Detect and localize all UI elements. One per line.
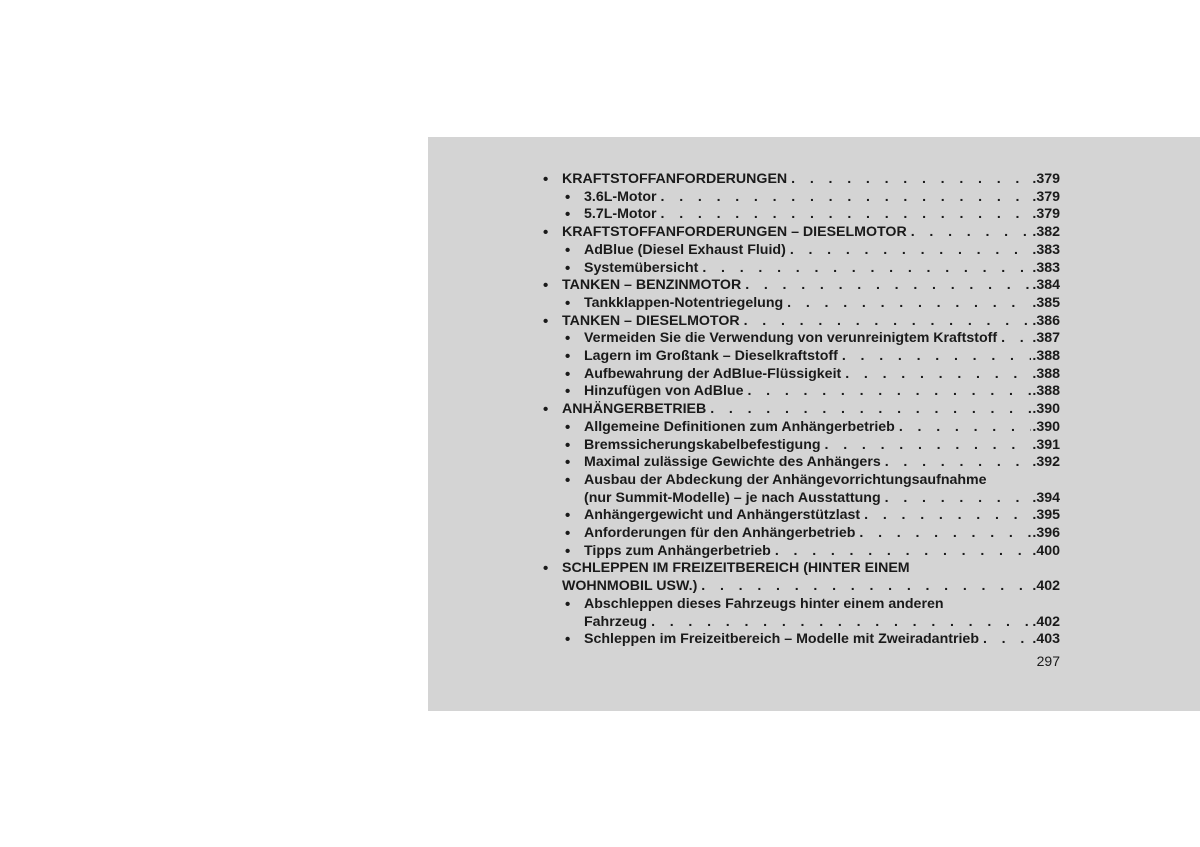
dot-leader: [864, 507, 1031, 525]
toc-entry-page: .391: [1032, 436, 1060, 453]
dot-leader: [710, 401, 1031, 419]
toc-entry-page: .386: [1032, 312, 1060, 329]
toc-entry-title: AdBlue (Diesel Exhaust Fluid): [584, 241, 786, 258]
bullet-icon: •: [565, 241, 571, 259]
bullet-icon: •: [565, 525, 571, 543]
toc-entry-title: ANHÄNGERBETRIEB: [562, 401, 707, 418]
toc-entry-title: Fahrzeug: [584, 613, 648, 630]
bullet-icon: •: [543, 171, 549, 188]
toc-entry-page: .382: [1032, 224, 1060, 241]
bullet-icon: •: [565, 595, 571, 613]
toc-subsection-entry: [534, 366, 1060, 384]
bullet-icon: •: [543, 401, 549, 419]
toc-entry-title: KRAFTSTOFFANFORDERUNGEN: [562, 171, 788, 187]
toc-entry-title: Schleppen im Freizeitbereich – Modelle mit Zweiradantrieb: [584, 631, 979, 648]
dot-leader: [661, 189, 1032, 207]
bullet-icon: •: [565, 330, 571, 348]
dot-leader: [825, 437, 1032, 455]
toc-subsection-entry: [534, 189, 1060, 207]
bullet-icon: •: [565, 348, 571, 366]
toc-entry-page: .379: [1032, 188, 1060, 205]
dot-leader: [747, 383, 1031, 401]
toc-entry-title: Tipps zum Anhängerbetrieb: [584, 542, 771, 559]
dot-leader: [787, 295, 1031, 313]
toc-entry-title: (nur Summit-Modelle) – je nach Ausstattung: [584, 489, 881, 506]
toc-subsection-entry: [534, 348, 1060, 366]
bullet-icon: •: [565, 454, 571, 472]
bullet-icon: •: [565, 188, 571, 206]
dot-leader: [701, 578, 1031, 596]
toc-entry-page: .396: [1032, 525, 1060, 542]
toc-subsection-entry: [534, 295, 1060, 313]
dot-leader: [702, 260, 1031, 278]
dot-leader: [791, 171, 1031, 189]
toc-entry-title: WOHNMOBIL USW.): [562, 578, 698, 595]
page-number: 297: [1036, 653, 1060, 669]
toc-entry-title: 3.6L-Motor: [584, 188, 657, 205]
toc-entry-page: .388: [1032, 348, 1060, 365]
toc-entry-page: .402: [1032, 613, 1060, 630]
toc-section-entry: [534, 277, 1060, 295]
toc-subsection-entry: [534, 330, 1060, 348]
toc-entry-title: 5.7L-Motor: [584, 206, 657, 223]
bullet-icon: •: [565, 294, 571, 312]
bullet-icon: •: [565, 418, 571, 436]
toc-entry-page: .390: [1032, 401, 1060, 418]
toc-subsection-entry: [534, 454, 1060, 472]
toc-subsection-entry: [534, 206, 1060, 224]
bullet-icon: •: [565, 471, 571, 489]
toc-entry-title: Ausbau der Abdeckung der Anhängevorrichtungsaufnahme: [584, 471, 987, 488]
toc-section-entry: [534, 171, 1060, 189]
bullet-icon: •: [543, 560, 549, 578]
toc-entry-title: TANKEN – DIESELMOTOR: [562, 312, 740, 329]
toc-subsection-entry: [534, 260, 1060, 278]
bullet-icon: •: [543, 312, 549, 330]
bullet-icon: •: [565, 631, 571, 649]
toc-subsection-entry: [534, 507, 1060, 525]
toc-entry-title: Tankklappen-Notentriegelung: [584, 294, 784, 311]
toc-entry-title: Hinzufügen von AdBlue: [584, 383, 744, 400]
toc-entry-page: .388: [1032, 365, 1060, 382]
toc-entry-title: KRAFTSTOFFANFORDERUNGEN – DIESELMOTOR: [562, 224, 907, 241]
toc-entry-title: SCHLEPPEN IM FREIZEITBEREICH (HINTER EINEM: [562, 560, 910, 577]
bullet-icon: •: [543, 277, 549, 295]
toc-subsection-entry: [534, 525, 1060, 543]
toc-section-entry: [534, 313, 1060, 331]
bullet-icon: •: [543, 224, 549, 242]
toc-subsection-entry: [534, 242, 1060, 260]
toc-entry-page: .392: [1032, 454, 1060, 471]
bullet-icon: •: [565, 542, 571, 560]
toc-entry-page: .400: [1032, 542, 1060, 559]
dot-leader: [885, 454, 1032, 472]
toc-entry-title: Anhängergewicht und Anhängerstützlast: [584, 507, 861, 524]
toc-entry-page: .379: [1032, 206, 1060, 223]
toc-entry-title: TANKEN – BENZINMOTOR: [562, 277, 742, 294]
toc-entry-page: .383: [1032, 259, 1060, 276]
bullet-icon: •: [565, 206, 571, 224]
dot-leader: [885, 490, 1032, 508]
dot-leader: [744, 313, 1032, 331]
toc-entry-page: .385: [1032, 294, 1060, 311]
toc-entry-page: .403: [1032, 631, 1060, 648]
toc-section-entry: [534, 401, 1060, 419]
toc-section-entry: [534, 224, 1060, 242]
toc-entry-page: .402: [1032, 578, 1060, 595]
toc-subsection-entry: [534, 596, 1060, 631]
toc-subsection-entry: [534, 437, 1060, 455]
toc-entry-page: .387: [1032, 330, 1060, 347]
bullet-icon: •: [565, 436, 571, 454]
dot-leader: [911, 224, 1032, 242]
toc-subsection-entry: [534, 419, 1060, 437]
toc-subsection-entry: [534, 543, 1060, 561]
bullet-icon: •: [565, 383, 571, 401]
dot-leader: [842, 348, 1032, 366]
toc-entry-page: .383: [1032, 241, 1060, 258]
toc-entry-title: Aufbewahrung der AdBlue-Flüssigkeit: [584, 365, 842, 382]
dot-leader: [1001, 330, 1031, 348]
toc-entry-page: .390: [1032, 418, 1060, 435]
table-of-contents: [534, 171, 1060, 649]
toc-entry-title: Bremssicherungskabelbefestigung: [584, 436, 821, 453]
toc-subsection-entry: [534, 631, 1060, 649]
toc-entry-page: .379: [1032, 171, 1060, 187]
toc-entry-title: Abschleppen dieses Fahrzeugs hinter einem anderen: [584, 595, 944, 612]
dot-leader: [899, 419, 1032, 437]
dot-leader: [983, 631, 1031, 649]
toc-entry-page: .384: [1032, 277, 1060, 294]
toc-subsection-entry: [534, 472, 1060, 507]
dot-leader: [661, 206, 1032, 224]
toc-entry-title: Lagern im Großtank – Dieselkraftstoff: [584, 348, 838, 365]
toc-section-entry: [534, 560, 1060, 595]
toc-entry-page: .394: [1032, 489, 1060, 506]
toc-entry-page: .388: [1032, 383, 1060, 400]
bullet-icon: •: [565, 365, 571, 383]
toc-entry-title: Anforderungen für den Anhängerbetrieb: [584, 525, 856, 542]
toc-entry-title: Systemübersicht: [584, 259, 699, 276]
bullet-icon: •: [565, 507, 571, 525]
toc-entry-title: Vermeiden Sie die Verwendung von verunreinigtem Kraftstoff: [584, 330, 998, 347]
dot-leader: [859, 525, 1031, 543]
bullet-icon: •: [565, 259, 571, 277]
toc-subsection-entry: [534, 383, 1060, 401]
dot-leader: [845, 366, 1031, 384]
toc-entry-page: .395: [1032, 507, 1060, 524]
dot-leader: [745, 277, 1031, 295]
dot-leader: [775, 543, 1032, 561]
toc-entry-title: Maximal zulässige Gewichte des Anhängers: [584, 454, 881, 471]
dot-leader: [651, 614, 1031, 632]
toc-entry-title: Allgemeine Definitionen zum Anhängerbetrieb: [584, 418, 895, 435]
dot-leader: [790, 242, 1032, 260]
